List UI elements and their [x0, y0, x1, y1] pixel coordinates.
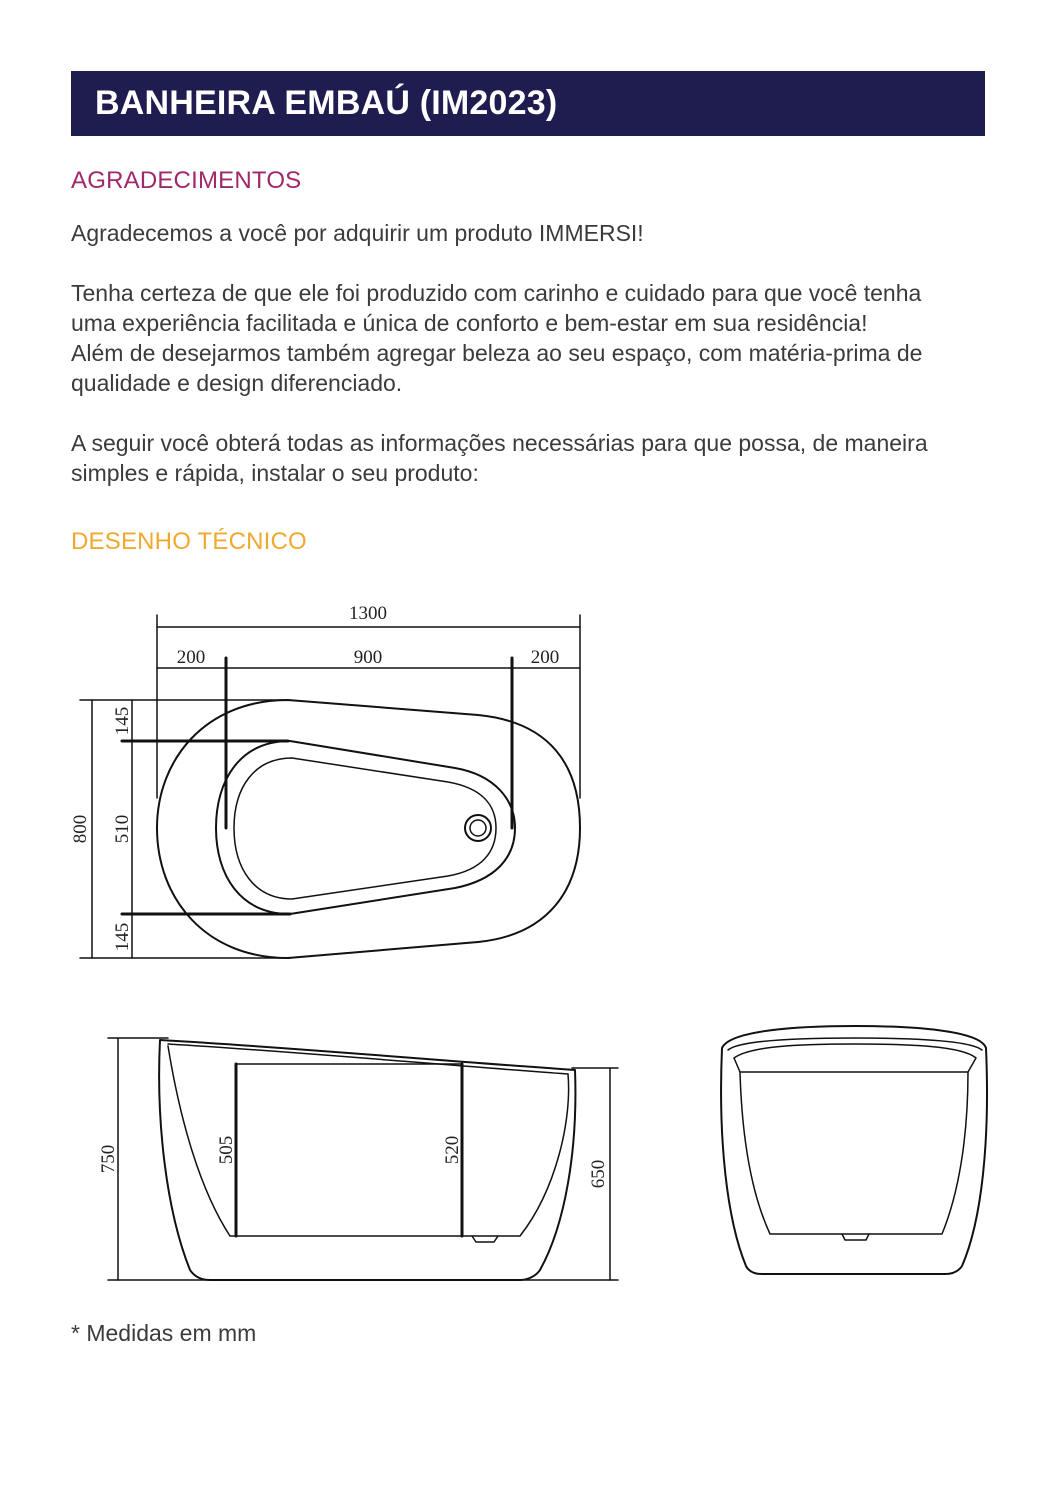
label-segment-left-200: 200 [176, 647, 206, 668]
label-height-750: 750 [98, 1144, 119, 1174]
label-length-1300: 1300 [349, 603, 387, 624]
drain-inner-icon [470, 820, 486, 836]
front-drain-icon [842, 1234, 869, 1240]
tub-front-opening [734, 1044, 976, 1072]
paragraph-line: qualidade e design diferenciado. [71, 370, 403, 396]
tub-outer-rim [157, 700, 580, 958]
paragraph-line: uma experiência facilitada e única de conforto e bem-estar em sua residência! [71, 310, 868, 336]
paragraph-line: Tenha certeza de que ele foi produzido com carinho e cuidado para que você tenha [71, 280, 922, 306]
side-drain-icon [472, 1236, 498, 1242]
label-depth-505: 505 [216, 1135, 237, 1165]
section-title-desenho-tecnico: DESENHO TÉCNICO [71, 528, 307, 555]
label-segment-right-200: 200 [530, 647, 560, 668]
tub-front-body [721, 1026, 987, 1274]
label-width-bottom-145: 145 [112, 922, 133, 952]
label-segment-middle-900: 900 [353, 647, 383, 668]
paragraph-line: A seguir você obterá todas as informações necessárias para que possa, de maneira [71, 430, 928, 456]
paragraph-line: Agradecemos a você por adquirir um produto IMMERSI! [71, 220, 644, 246]
paragraph-line: Além de desejarmos também agregar beleza ao seu espaço, com matéria-prima de [71, 340, 923, 366]
page-title: BANHEIRA EMBAÚ (IM2023) [95, 84, 558, 122]
label-height-650: 650 [588, 1159, 609, 1189]
tub-inner-contour [234, 758, 496, 899]
tub-front-inner [740, 1072, 968, 1234]
footnote-units: * Medidas em mm [71, 1320, 257, 1346]
drain-icon [465, 815, 491, 841]
paragraph-line: simples e rápida, instalar o seu produto: [71, 460, 479, 486]
label-width-middle-510: 510 [112, 814, 133, 844]
section-title-agradecimentos: AGRADECIMENTOS [71, 167, 302, 194]
label-depth-520: 520 [442, 1135, 463, 1165]
label-width-top-145: 145 [112, 706, 133, 736]
label-width-800: 800 [70, 814, 91, 844]
tub-side-rim [168, 1044, 568, 1074]
